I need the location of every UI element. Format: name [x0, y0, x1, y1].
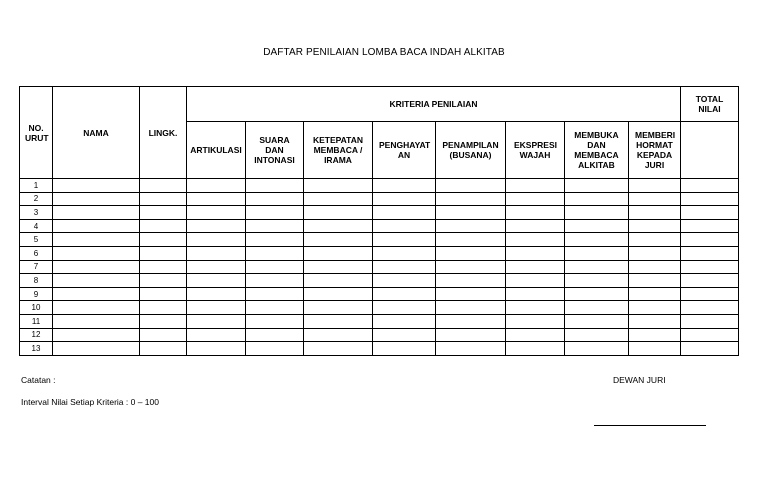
table-cell: [140, 206, 187, 220]
table-row: [20, 287, 739, 301]
table-cell: [304, 206, 373, 220]
table-cell: [373, 219, 436, 233]
table-cell: [565, 301, 629, 315]
table-cell: [187, 206, 246, 220]
table-cell: [506, 260, 565, 274]
row-number: 2: [20, 192, 53, 206]
row-number: 13: [20, 342, 53, 356]
table-cell: [436, 206, 506, 220]
table-row: [20, 206, 739, 220]
row-number: 3: [20, 206, 53, 220]
table-cell: [681, 219, 739, 233]
table-cell: [506, 206, 565, 220]
table-cell: [506, 274, 565, 288]
table-cell: [681, 342, 739, 356]
table-cell: [53, 206, 140, 220]
criteria-header: ARTIKULASI: [187, 122, 246, 179]
table-cell: [629, 260, 681, 274]
table-cell: [140, 219, 187, 233]
catatan-label: Catatan :: [21, 375, 56, 385]
table-cell: [187, 287, 246, 301]
table-cell: [140, 192, 187, 206]
table-cell: [140, 260, 187, 274]
criteria-header: EKSPRESI WAJAH: [506, 122, 565, 179]
table-cell: [506, 246, 565, 260]
table-cell: [506, 179, 565, 193]
table-cell: [436, 314, 506, 328]
header-total-nilai: TOTAL NILAI: [681, 87, 739, 122]
table-cell: [246, 233, 304, 247]
table-cell: [246, 206, 304, 220]
total-subcell: [681, 122, 739, 179]
table-cell: [304, 287, 373, 301]
table-cell: [140, 342, 187, 356]
table-cell: [140, 287, 187, 301]
table-cell: [187, 179, 246, 193]
scoring-table: [19, 86, 739, 356]
table-cell: [53, 233, 140, 247]
table-cell: [373, 179, 436, 193]
table-cell: [565, 246, 629, 260]
table-row: [20, 274, 739, 288]
header-lingk: LINGK.: [140, 87, 187, 179]
table-cell: [506, 301, 565, 315]
table-row: [20, 233, 739, 247]
table-cell: [140, 233, 187, 247]
table-cell: [436, 301, 506, 315]
table-cell: [681, 301, 739, 315]
table-cell: [681, 260, 739, 274]
table-cell: [304, 233, 373, 247]
table-cell: [187, 328, 246, 342]
signature-line: [594, 425, 706, 426]
table-cell: [53, 192, 140, 206]
table-cell: [373, 301, 436, 315]
table-row: [20, 246, 739, 260]
criteria-header: PENGHAYAT AN: [373, 122, 436, 179]
table-row: [20, 192, 739, 206]
criteria-header: MEMBUKA DAN MEMBACA ALKITAB: [565, 122, 629, 179]
table-cell: [53, 301, 140, 315]
criteria-header: KETEPATAN MEMBACA / IRAMA: [304, 122, 373, 179]
row-number: 10: [20, 301, 53, 315]
table-cell: [304, 328, 373, 342]
table-cell: [629, 301, 681, 315]
table-cell: [373, 328, 436, 342]
table-cell: [53, 219, 140, 233]
table-cell: [140, 314, 187, 328]
table-cell: [629, 233, 681, 247]
table-cell: [565, 206, 629, 220]
table-cell: [373, 260, 436, 274]
table-cell: [304, 246, 373, 260]
table-cell: [140, 274, 187, 288]
table-cell: [246, 328, 304, 342]
table-cell: [187, 274, 246, 288]
table-cell: [140, 301, 187, 315]
table-cell: [681, 287, 739, 301]
table-cell: [681, 274, 739, 288]
table-cell: [373, 192, 436, 206]
table-row: [20, 342, 739, 356]
table-cell: [436, 342, 506, 356]
table-cell: [304, 314, 373, 328]
table-row: [20, 314, 739, 328]
table-cell: [53, 328, 140, 342]
table-cell: [373, 342, 436, 356]
table-cell: [53, 274, 140, 288]
table-cell: [565, 179, 629, 193]
criteria-header: SUARA DAN INTONASI: [246, 122, 304, 179]
table-cell: [436, 179, 506, 193]
table-cell: [304, 260, 373, 274]
table-row: [20, 301, 739, 315]
table-cell: [187, 314, 246, 328]
row-number: 6: [20, 246, 53, 260]
table-cell: [53, 179, 140, 193]
table-cell: [187, 219, 246, 233]
table-cell: [629, 179, 681, 193]
table-cell: [246, 260, 304, 274]
page-title: DAFTAR PENILAIAN LOMBA BACA INDAH ALKITAB: [263, 47, 505, 58]
table-cell: [436, 246, 506, 260]
table-cell: [565, 287, 629, 301]
table-cell: [681, 246, 739, 260]
table-cell: [246, 274, 304, 288]
table-row: [20, 179, 739, 193]
table-cell: [187, 260, 246, 274]
row-number: 8: [20, 274, 53, 288]
table-cell: [565, 260, 629, 274]
criteria-header: MEMBERI HORMAT KEPADA JURI: [629, 122, 681, 179]
table-cell: [140, 328, 187, 342]
table-cell: [436, 192, 506, 206]
table-cell: [681, 192, 739, 206]
table-cell: [187, 246, 246, 260]
table-cell: [565, 328, 629, 342]
table-cell: [681, 233, 739, 247]
table-cell: [304, 219, 373, 233]
table-cell: [565, 219, 629, 233]
table-cell: [304, 342, 373, 356]
header-no-urut: NO. URUT: [20, 87, 53, 179]
row-number: 9: [20, 287, 53, 301]
table-cell: [565, 274, 629, 288]
table-cell: [304, 301, 373, 315]
table-cell: [53, 342, 140, 356]
table-cell: [565, 233, 629, 247]
table-cell: [187, 192, 246, 206]
table-cell: [187, 342, 246, 356]
table-cell: [506, 342, 565, 356]
row-number: 11: [20, 314, 53, 328]
row-number: 1: [20, 179, 53, 193]
table-cell: [187, 233, 246, 247]
table-cell: [436, 233, 506, 247]
table-cell: [373, 206, 436, 220]
table-cell: [436, 328, 506, 342]
table-cell: [246, 342, 304, 356]
row-number: 4: [20, 219, 53, 233]
table-cell: [304, 274, 373, 288]
table-cell: [565, 192, 629, 206]
table-cell: [436, 287, 506, 301]
table-cell: [246, 246, 304, 260]
table-row: [20, 219, 739, 233]
table-cell: [629, 206, 681, 220]
table-cell: [506, 314, 565, 328]
table-cell: [506, 287, 565, 301]
table-cell: [140, 246, 187, 260]
row-number: 5: [20, 233, 53, 247]
dewan-juri-label: DEWAN JURI: [613, 375, 666, 385]
table-cell: [373, 246, 436, 260]
row-number: 12: [20, 328, 53, 342]
table-cell: [681, 179, 739, 193]
header-nama: NAMA: [53, 87, 140, 179]
table-cell: [629, 287, 681, 301]
table-cell: [246, 179, 304, 193]
table-cell: [629, 342, 681, 356]
table-cell: [629, 328, 681, 342]
table-cell: [681, 314, 739, 328]
table-row: [20, 328, 739, 342]
table-cell: [53, 314, 140, 328]
table-cell: [304, 179, 373, 193]
table-cell: [246, 192, 304, 206]
table-cell: [246, 287, 304, 301]
table-cell: [246, 314, 304, 328]
table-cell: [373, 287, 436, 301]
interval-note: Interval Nilai Setiap Kriteria : 0 – 100: [21, 397, 159, 407]
table-cell: [629, 314, 681, 328]
table-cell: [565, 342, 629, 356]
table-cell: [506, 219, 565, 233]
table-cell: [304, 192, 373, 206]
table-cell: [681, 328, 739, 342]
table-cell: [436, 219, 506, 233]
table-row: [20, 260, 739, 274]
table-cell: [373, 274, 436, 288]
table-cell: [506, 233, 565, 247]
table-cell: [373, 314, 436, 328]
table-cell: [140, 179, 187, 193]
table-cell: [53, 260, 140, 274]
table-cell: [506, 328, 565, 342]
row-number: 7: [20, 260, 53, 274]
table-cell: [436, 260, 506, 274]
table-cell: [187, 301, 246, 315]
table-cell: [681, 206, 739, 220]
table-cell: [629, 192, 681, 206]
table-cell: [53, 246, 140, 260]
table-cell: [629, 219, 681, 233]
table-cell: [436, 274, 506, 288]
table-cell: [629, 274, 681, 288]
criteria-header: PENAMPILAN (BUSANA): [436, 122, 506, 179]
table-cell: [246, 219, 304, 233]
table-cell: [53, 287, 140, 301]
header-kriteria-penilaian: KRITERIA PENILAIAN: [187, 87, 681, 122]
table-cell: [629, 246, 681, 260]
table-cell: [506, 192, 565, 206]
table-cell: [565, 314, 629, 328]
table-cell: [246, 301, 304, 315]
table-cell: [373, 233, 436, 247]
